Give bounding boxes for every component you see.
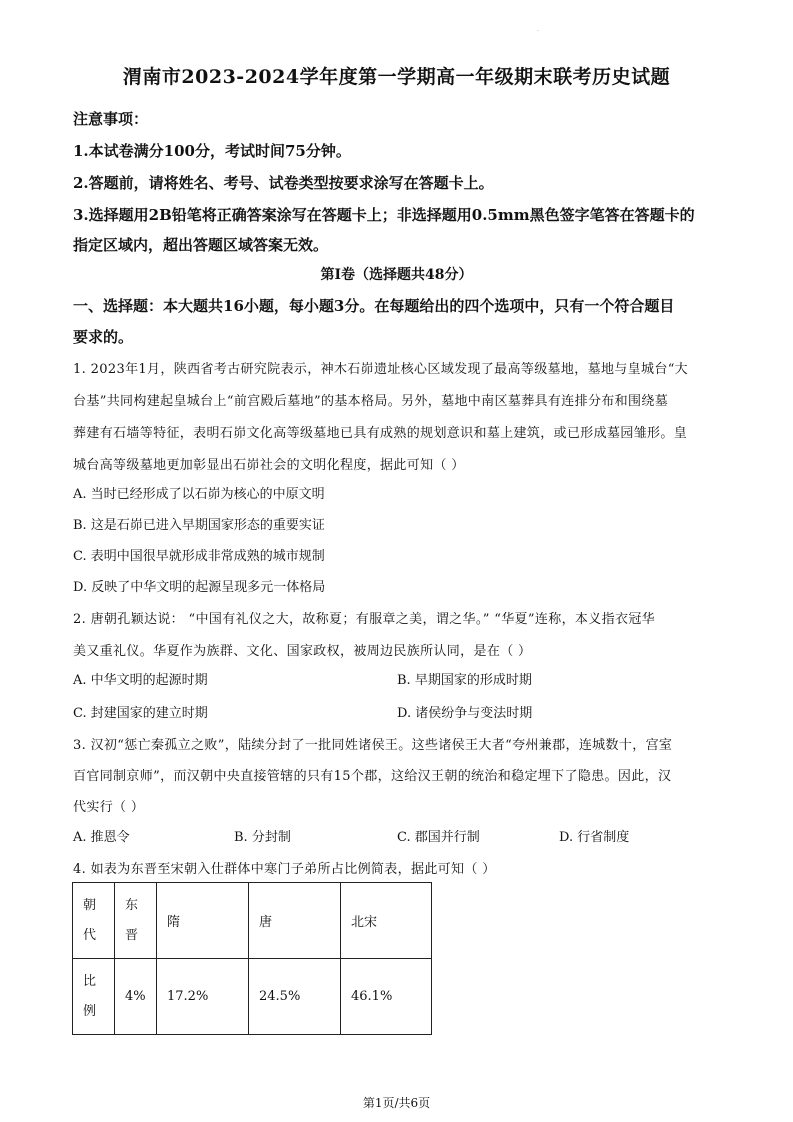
- table-row: [73, 883, 432, 959]
- page-number: 第1页/共6页: [362, 1096, 431, 1110]
- value-cell: 46.1%: [341, 959, 432, 1035]
- notice-item: 指定区域内，超出答题区域答案无效。: [73, 236, 329, 254]
- q1-option-b: B. 这是石峁已进入早期国家形态的重要实证: [73, 518, 325, 533]
- row-header-cell: 比 例: [73, 959, 115, 1035]
- column-header-cell: 东 晋: [115, 883, 157, 959]
- exam-title: 渭南市2023-2024学年度第一学期高一年级期末联考历史试题: [122, 66, 671, 88]
- q1-option-c: C. 表明中国很早就形成非常成熟的城市规制: [73, 549, 325, 564]
- q2-option-d: D. 诸侯纷争与变法时期: [397, 706, 533, 721]
- scan-mark: ·: [537, 28, 539, 35]
- row-header-cell: 朝 代: [73, 883, 115, 959]
- notice-item: 1.本试卷满分100分，考试时间75分钟。: [73, 142, 351, 160]
- notice-item: 3.选择题用2B铅笔将正确答案涂写在答题卡上；非选择题用0.5mm黑色签字笔答在答题卡的: [73, 206, 695, 224]
- part1-instruction: 要求的。: [73, 328, 134, 346]
- q3-option-b: B. 分封制: [234, 830, 291, 845]
- q3-stem-line: 代实行（ ）: [73, 800, 145, 815]
- q2-option-b: B. 早期国家的形成时期: [397, 673, 532, 688]
- q4-stem: 4. 如表为东晋至宋朝入仕群体中寒门子弟所占比例简表，据此可知（ ）: [73, 862, 496, 877]
- notice-heading: 注意事项：: [73, 110, 149, 128]
- notice-item: 2.答题前，请将姓名、考号、试卷类型按要求涂写在答题卡上。: [73, 174, 494, 192]
- q1-stem-line: 城台高等级墓地更加彰显出石峁社会的文明化程度，据此可知（ ）: [73, 458, 465, 473]
- q1-stem-line: 葬建有石墙等特征，表明石峁文化高等级墓地已具有成熟的规划意识和墓上建筑，或已形成墓园雏形。皇: [73, 426, 688, 441]
- column-header-cell: 隋: [157, 883, 249, 959]
- value-cell: 17.2%: [157, 959, 249, 1035]
- q1-option-a: A. 当时已经形成了以石峁为核心的中原文明: [73, 487, 325, 502]
- value-cell: 4%: [115, 959, 157, 1035]
- ratio-table: [72, 882, 432, 1035]
- column-header-cell: 唐: [249, 883, 341, 959]
- column-header-cell: 北宋: [341, 883, 432, 959]
- q3-option-a: A. 推恩令: [73, 830, 130, 845]
- q2-stem-line: 美又重礼仪。华夏作为族群、文化、国家政权，被周边民族所认同，是在（ ）: [73, 644, 532, 659]
- q2-option-a: A. 中华文明的起源时期: [73, 673, 208, 688]
- table-row: [73, 959, 432, 1035]
- q2-option-c: C. 封建国家的建立时期: [73, 706, 208, 721]
- q3-stem-line: 3. 汉初“惩亡秦孤立之败”，陆续分封了一批同姓诸侯王。这些诸侯王大者“夸州兼郡，连城数十，宫室: [73, 738, 673, 753]
- q3-option-c: C. 郡国并行制: [397, 830, 480, 845]
- q3-stem-line: 百官同制京师”，而汉朝中央直接管辖的只有15个郡，这给汉王朝的统治和稳定埋下了隐患。因此，汉: [73, 769, 672, 784]
- q2-stem-line: 2. 唐朝孔颖达说： “中国有礼仪之大，故称夏；有服章之美，谓之华。” “华夏”连称，本义指衣冠华: [73, 612, 656, 627]
- section-title: 第Ⅰ卷（选择题共48分）: [320, 267, 473, 283]
- q1-option-d: D. 反映了中华文明的起源呈现多元一体格局: [73, 580, 326, 595]
- q3-option-d: D. 行省制度: [559, 830, 630, 845]
- q1-stem-line: 1. 2023年1月，陕西省考古研究院表示，神木石峁遗址核心区域发现了最高等级墓地，墓地与皇城台“大: [73, 362, 689, 377]
- q1-stem-line: 台基”共同构建起皇城台上“前宫殿后墓地”的基本格局。另外，墓地中南区墓葬具有连排分布和围绕墓: [73, 394, 669, 409]
- value-cell: 24.5%: [249, 959, 341, 1035]
- part1-instruction: 一、选择题：本大题共16小题，每小题3分。在每题给出的四个选项中，只有一个符合题目: [73, 297, 675, 315]
